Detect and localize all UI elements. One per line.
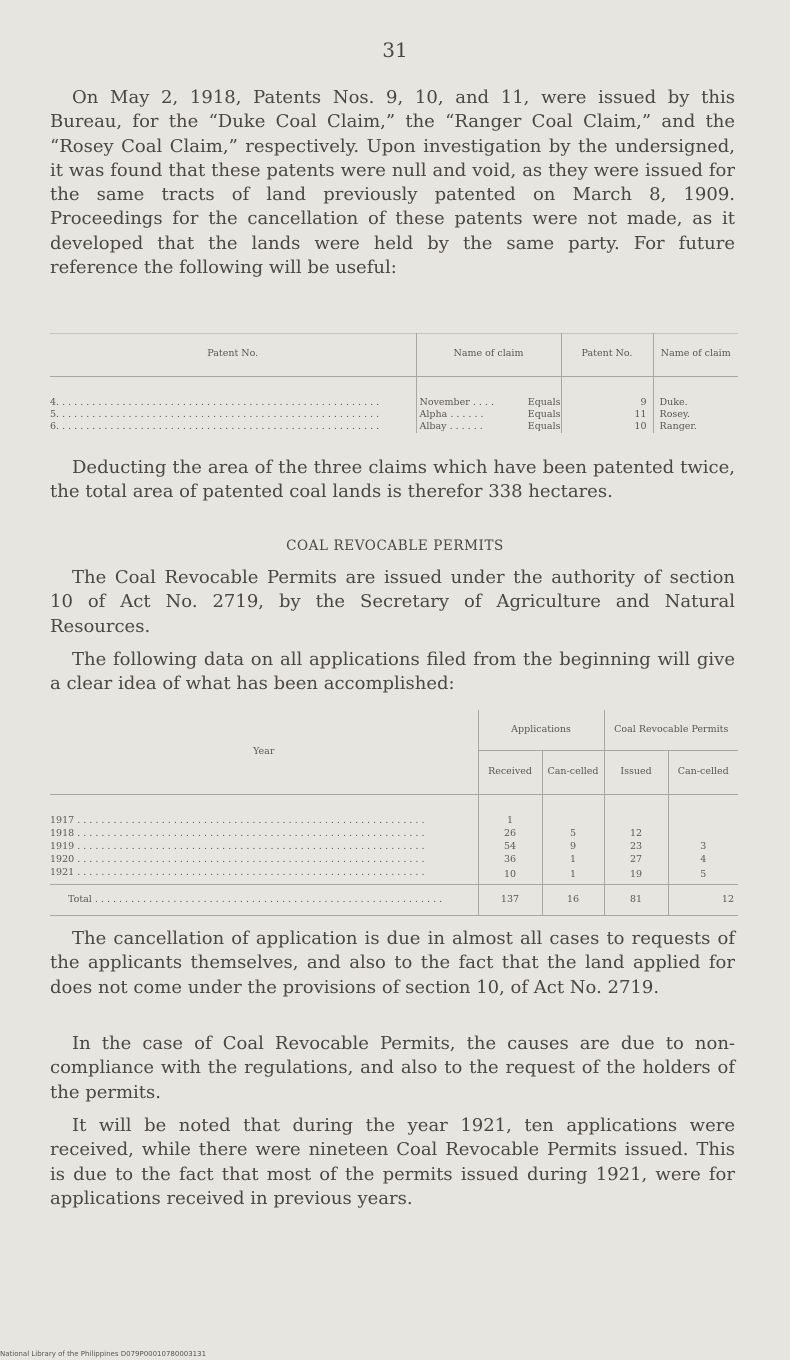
header-patent-no: Patent No. — [50, 333, 416, 377]
issued-cell: 12 — [604, 828, 668, 841]
paragraph-patents: On May 2, 1918, Patents Nos. 9, 10, and 11, were issued by this Bureau, for the “Duke Coal Claim,” the “Ranger Coal Claim,” and the “Rosey Coal Claim,” respectively. Upon investigation by the undersigned, it was found that these patents were null and void, as they were issued for the same tracts of land previously patented on March 8, 1909. Proceedings for the cancellation of these patents were not made, as it developed that the lands were held by the same party. For future reference the following will be useful: — [50, 87, 735, 279]
table-row — [50, 377, 738, 410]
header-issued: Issued — [604, 751, 668, 795]
table-row — [50, 421, 738, 433]
total-label-cell: Total . . . . . . . . . . . . . . . . . . . . . . . . . . . . . . . . . . . . . . . . . . . . . . . . . . . . . . . . . . — [50, 885, 478, 916]
paragraph-deducting: Deducting the area of the three claims which have been patented twice, the total area of patented coal lands is therefor 338 hectares. — [50, 457, 735, 503]
year-cell: 1918 . . . . . . . . . . . . . . . . . . . . . . . . . . . . . . . . . . . . . . . . . . . . . . . . . . . . . . . . . . — [50, 828, 425, 840]
received-cell: 10 — [478, 867, 542, 885]
permit-cancelled-cell: 4 — [668, 854, 738, 867]
claim2-cell: Ranger. — [653, 421, 738, 433]
header-app-cancelled: Can-celled — [542, 751, 604, 795]
table-row — [50, 854, 738, 867]
received-cell: 1 — [478, 795, 542, 829]
scan-footer: National Library of the Philippines D079P00010780003131 — [0, 1350, 207, 1358]
table-row — [50, 828, 738, 841]
patents-table — [50, 333, 738, 433]
patent2-cell: 10 — [561, 421, 653, 433]
permit-cancelled-cell: 3 — [668, 841, 738, 854]
table-header-row — [50, 333, 738, 377]
total-row — [50, 885, 738, 916]
section-heading: COAL REVOCABLE PERMITS — [286, 538, 504, 554]
claim2-cell: Duke. — [653, 377, 738, 410]
app-cancelled-cell — [542, 795, 604, 829]
issued-cell: 27 — [604, 854, 668, 867]
app-cancelled-cell: 1 — [542, 854, 604, 867]
paragraph-1921-note: It will be noted that during the year 1921, ten applications were received, while there were nineteen Coal Revocable Permits issued. This is due to the fact that most of the permits issued during 1921, were for applications received in previous years. — [50, 1115, 735, 1209]
claim-cell: Alpha . . . . . . Equals — [416, 409, 561, 421]
header-coal-revocable-permits: Coal Revocable Permits — [604, 710, 738, 751]
patent-cell: 4. . . . . . . . . . . . . . . . . . . . . . . . . . . . . . . . . . . . . . . . . . . . . . . . . . . . . . — [50, 396, 380, 408]
issued-cell: 19 — [604, 867, 668, 885]
header-year: Year — [50, 710, 478, 795]
app-cancelled-cell: 9 — [542, 841, 604, 854]
total-app-cancelled-cell: 16 — [542, 885, 604, 916]
permit-cancelled-cell: 5 — [668, 867, 738, 885]
paragraph-cancellation: The cancellation of application is due in almost all cases to requests of the applicants themselves, and also to the fact that the land applied for does not come under the provisions of section 10, of Act No. 2719. — [50, 928, 735, 998]
table-row — [50, 795, 738, 829]
patent-cell: 5. . . . . . . . . . . . . . . . . . . . . . . . . . . . . . . . . . . . . . . . . . . . . . . . . . . . . . — [50, 409, 380, 420]
patent2-cell: 9 — [561, 377, 653, 410]
patent2-cell: 11 — [561, 409, 653, 421]
header-patent-no-2: Patent No. — [561, 333, 653, 377]
table-header-row — [50, 710, 738, 751]
total-permit-cancelled-cell: 12 — [668, 885, 738, 916]
year-cell: 1921 . . . . . . . . . . . . . . . . . . . . . . . . . . . . . . . . . . . . . . . . . . . . . . . . . . . . . . . . . . — [50, 867, 478, 885]
table-row — [50, 867, 738, 885]
claim2-cell: Rosey. — [653, 409, 738, 421]
permit-cancelled-cell — [668, 795, 738, 829]
patent-cell: 6. . . . . . . . . . . . . . . . . . . . . . . . . . . . . . . . . . . . . . . . . . . . . . . . . . . . . . — [50, 421, 380, 432]
header-applications: Applications — [478, 710, 604, 751]
table-row — [50, 841, 738, 854]
year-cell: 1917 . . . . . . . . . . . . . . . . . . . . . . . . . . . . . . . . . . . . . . . . . . . . . . . . . . . . . . . . . . — [50, 815, 425, 827]
issued-cell: 23 — [604, 841, 668, 854]
year-cell: 1920 . . . . . . . . . . . . . . . . . . . . . . . . . . . . . . . . . . . . . . . . . . . . . . . . . . . . . . . . . . — [50, 854, 425, 866]
app-cancelled-cell: 5 — [542, 828, 604, 841]
total-received-cell: 137 — [478, 885, 542, 916]
header-name-of-claim-2: Name of claim — [653, 333, 738, 377]
table-row — [50, 409, 738, 421]
received-cell: 54 — [478, 841, 542, 854]
header-permit-cancelled: Can-celled — [668, 751, 738, 795]
received-cell: 36 — [478, 854, 542, 867]
year-cell: 1919 . . . . . . . . . . . . . . . . . . . . . . . . . . . . . . . . . . . . . . . . . . . . . . . . . . . . . . . . . . — [50, 841, 425, 853]
paragraph-data-intro: The following data on all applications filed from the beginning will give a clear idea of what has been accomplished: — [50, 649, 735, 695]
paragraph-causes: In the case of Coal Revocable Permits, the causes are due to non-compliance with the regulations, and also to the request of the holders of the permits. — [50, 1033, 735, 1103]
received-cell: 26 — [478, 828, 542, 841]
page-number: 31 — [382, 38, 408, 62]
permit-cancelled-cell — [668, 828, 738, 841]
app-cancelled-cell: 1 — [542, 867, 604, 885]
claim-cell: November . . . . Equals — [416, 377, 561, 410]
total-issued-cell: 81 — [604, 885, 668, 916]
paragraph-authority: The Coal Revocable Permits are issued under the authority of section 10 of Act No. 2719, by the Secretary of Agriculture and Natural Resources. — [50, 567, 735, 637]
header-name-of-claim: Name of claim — [416, 333, 561, 377]
issued-cell — [604, 795, 668, 829]
claim-cell: Albay . . . . . . Equals — [416, 421, 561, 433]
permits-table — [50, 710, 738, 916]
header-received: Received — [478, 751, 542, 795]
